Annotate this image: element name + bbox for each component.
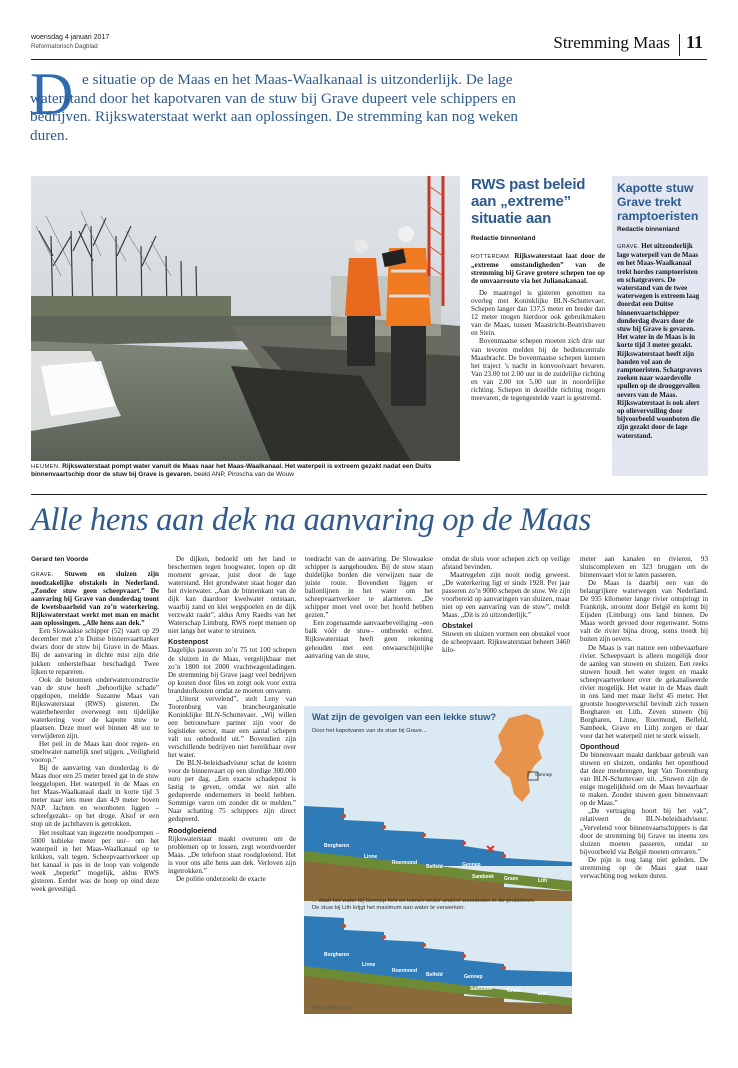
main-col-4 [442, 555, 570, 655]
main-paragraph: Stuwen en sluizen vormen een obstakel voor de scheepvaart. Rijkswaterstaat beheert 3460 kilo- [442, 630, 570, 655]
page-number: 11 [686, 32, 704, 52]
place-label: Lith [538, 878, 548, 884]
header-rule [31, 59, 707, 60]
main-paragraph: „Uiterst vervelend”, stelt Leny van Toorenburg van brancheorganisatie Koninklijke BLN-Schuttevaer. „Wij willen een betrouwbare partner zijn voor de logistieke sector, maar een aantal schepen valt nu onbedoeld uit.” Bovendien zijn verschillende bedrijven niet bereikbaar over het water. [168, 694, 296, 760]
header-divider [679, 34, 680, 56]
main-paragraph: Het peil in de Maas kan door regen- en smeltwater namelijk snel stijgen. „Veiligheid voorop.” [31, 739, 159, 765]
subhead-obstakel: Obstakel [442, 621, 473, 631]
section-title: Stremming Maas [553, 33, 670, 52]
issue-date: woensdag 4 januari 2017 [31, 34, 110, 41]
map-label: Gennep [535, 773, 553, 778]
place-label: Gennep [462, 862, 481, 868]
subhead-oponthoud: Oponthoud [580, 742, 620, 752]
main-paragraph: Bij de aanvaring van donderdag is de Maas door een 25 meter breed gat in de stuw leeggelopen. Het waterpeil in de Maas en het Maas-Waalkanaal daalt in korte tijd 3 meter naar iets meer dan 4,9 meter boven NAP. Jachten en woonboten liggen –scheefgezakt– op het droge. Alsof er een stop uit de jachthaven is getrokken. [31, 764, 159, 829]
main-col-1 [31, 555, 159, 893]
place-label: Roermond [392, 968, 417, 974]
infographic-drawing [304, 706, 572, 1014]
place-label: Linne [364, 854, 378, 860]
ramp-text: Het uitzonderlijk lage waterpeil van de Maas en het Maas-Waalkanaal trekt hordes ramptoeristen en schatgravers. De waterstand van de twee waterwegen is extreem laag doordat een Duitse binnenvaartschipper donderdag dwars door de stuw bij Grave is gevaren. Het water in de Maas is in korte tijd 3 meter gezakt. Rijkswaterstaat heeft zijn handen vol aan de ramptoeristen. Schatgravers zoeken naar waardevolle spullen op de drooggevallen oevers van de Maas. Rijkswaterstaat is ook alert op olievervuiling door bijvoorbeeld woonboten die zijn gezakt door de lage waterstand. [617, 242, 703, 440]
subhead-roodgloeiend: Roodgloeiend [168, 825, 217, 835]
main-col-3 [305, 555, 433, 660]
main-paragraph: De politie onderzoekt de exacte [176, 874, 266, 883]
ramp-place: GRAVE. [617, 244, 640, 250]
panel2-profile [304, 916, 572, 1014]
ramp-byline: Redactie binnenland [617, 226, 680, 233]
photo-caption [31, 463, 459, 480]
section-rule [31, 494, 707, 495]
rws-byline: Redactie binnenland [471, 235, 536, 242]
main-paragraph: „De vertraging hoort bij het vak”, relativeert de BLN-beleidsadviseur. „Vervelend voor binnenvaartschippers is dat door de stremming bij Grave nu ineens zes sluizen moeten passeren, omdat ze bijvoorbeeld via België moeten omvaren.” [580, 807, 708, 856]
main-paragraph: De dijken, bedoeld om het land te beschermen tegen hoogwater, lopen op dit moment gevaar, juist door de lage waterstand. Het grondwater staat hoger dan het rivierwater. „Aan de binnenkant van de dijk kan daardoor kwelwater ontstaan, waarbij zand en klei wegspoelen en de dijk verzwakt raakt”, aldus Arny Raedts van het Waterschap Limburg. RWS roept mensen op niet langs het water te struinen. [168, 555, 296, 636]
ramp-headline: Kapotte stuw Grave trekt ramptoeristen [617, 181, 699, 223]
ramp-body [617, 242, 705, 440]
panel1-caption: Door het kapotvaren van de stuw bij Grave... [312, 728, 427, 734]
caption-text: Rijkswaterstaat pompt water vanuit de Maas naar het Maas-Waalkanaal. Het waterpeil is extreem gezakt nadat een Duits binnenvaartschip door de stuw bij Grave is gevaren. [31, 463, 432, 479]
panel2-caption: ... daalt het water bij Gennep fors en komen onder andere woonboten in de problemen. De stuw bij Lith krijgt het maximum aan water te verwerken. [312, 898, 536, 911]
main-paragraph: Rijkswaterstaat maakt overuren om de problemen op te lossen, zegt woordvoerder Maas. „De telefoon staat roodgloeiend. Het is voor ons alle hens aan dek. Verloven zijn ingetrokken.” [168, 834, 296, 875]
place-label: Gennep [464, 974, 483, 980]
main-lead [31, 570, 159, 627]
main-paragraph: De Maas is van nature een onbevaarbare rivier. Scheepvaart is alleen mogelijk door de aanleg van stuwen en sluizen. Een reeks stuwen houdt het water tegen en maakt scheepvaartverkeer over de gekanaliseerde rivier mogelijk. Het water in de Maas daalt in ons land met maar liefst 45 meter. Het grootste hoogteverschil bevindt zich tussen Borgharen en Lith. Zeven stuwen (bij Borgharen, Linne, Roermond, Belfeld, Sambeek, Grave en Lith) zorgen er daar voor dat het waterpeil niet te sterk wisselt. [580, 643, 708, 741]
paper-name: Reformatorisch Dagblad [31, 43, 98, 50]
lead-photo [31, 176, 460, 461]
place-label: Grave [504, 876, 519, 882]
rws-lead-text: Rijkswaterstaat laat door de „extreme omstandigheden” van de stremming bij Grave grotere schepen toe op de omvaarroute via het Julianakanaal. [471, 252, 605, 286]
main-paragraph: Ook de betonnen onderwaterconstructie van de stuw heeft „behoorlijke schade” opgelopen, meldde Suzanne Maas van Rijkswaterstaat (RWS) gisteren. De waterbeheerder overweegt een tijdelijke waterkering voor de kapotte stuw te plaatsen. Deze moet wel binnen 48 uur te verwijderen zijn. [31, 675, 159, 740]
place-label: Belfeld [426, 864, 443, 870]
main-paragraph: De Maas is daarbij een van de belangrijkere waterwegen van Nederland. De 935 kilometer lange rivier ontspringt in Frankrijk, stroomt door België en komt bij Eijsden (Limburg) ons land binnen. De Maas wordt gevoed door regenwater. Soms valt de rivier bijna droog, soms treedt hij buiten zijn oevers. [580, 579, 708, 644]
main-paragraph: meter aan kanalen en rivieren, 93 sluiscomplexen en 323 bruggen om de binnenvaart vlot te laten passeren. [580, 555, 708, 580]
infographic-title: Wat zijn de gevolgen van een lekke stuw? [312, 712, 497, 722]
place-label: Grave [507, 988, 522, 994]
rws-place: ROTTERDAM. [471, 254, 511, 260]
main-paragraph: Het resultaat van ingezette noodpompen –5000 kubieke meter per uur– om het waterpeil in het Maas-Waalkanaal op te krikken, valt tegen. Scheepvaartverkeer op het kanaal is pas in de loop van volgende week „beperkt” mogelijk, aldus RWS gisteren. Eerder was de hoop op eind deze week gevestigd. [31, 828, 159, 893]
article-ramptoeristen [617, 181, 705, 440]
main-paragraph: Maatregelen zijn nooit nodig geweest. „De waterkering ligt er sinds 1928. Per jaar passeren zo’n 9000 schepen de stuw. We zijn voorbereid op aanvaringen van sluizen, maar niet op een aanvaring van de stuw”, meldt Maas. „Dit is zó uitzonderlijk.” [442, 571, 570, 620]
graphic-credit: ©RD, André Klever [312, 1005, 351, 1010]
caption-place: HEUMEN. [31, 464, 61, 470]
place-label: Lith [538, 991, 548, 997]
main-col-2 [168, 555, 296, 883]
place-label: Roermond [392, 860, 417, 866]
main-byline: Gerard ten Voorde [31, 556, 89, 563]
main-paragraph: De BLN-beleidsadviseur schat de kosten voor de binnenvaart op een slordige 300.000 euro per dag. „Een exacte schadepost is lastig te geven, omdat we niet alle gedupeerde ondernemers in beeld hebben. Sommige varen om zonder dit te melden.” Naar schatting 75 schippers zijn direct gedupeerd. [168, 759, 296, 824]
place-label: Linne [362, 962, 376, 968]
intro-text: e situatie op de Maas en het Maas-Waalkanaal is uitzonderlijk. De lage waterstand door het kapotvaren van de stuw bij Grave dupeert vele schippers en bedrijven. Rijkswaterstaat werkt aan oplossingen. De stremming kan nog weken duren. [30, 71, 518, 144]
main-paragraph: toedracht van de aanvaring. De Slowaakse schipper is aangehouden. Bij de stuw staan duidelijke borden die verwijzen naar de juiste route. Bovendien liggen er ballonlijnen in het water om het scheepvaartverkeer te alarmeren. „De schipper moet veel over het hoofd hebben gezien.” [305, 555, 433, 620]
place-label: Belfeld [426, 972, 443, 978]
place-label: Borgharen [324, 843, 350, 849]
drop-cap: D [30, 61, 74, 127]
main-paragraph: De pijn is nog lang niet geleden. De stremming op de Maas gaat naar verwachting nog weken duren. [580, 855, 708, 880]
caption-credit: beeld ANP, Piroscha van de Wouw [194, 471, 294, 479]
panel1-profile [304, 806, 572, 901]
main-paragraph: Een zogenaamde aanvaarbeveiliging –een balk vóór de stuw– ontbreekt echter. Rijkswaterstaat heeft geen rekening gehouden met een onwaarschijnlijke aanvaring van de stuw, [305, 619, 433, 660]
main-headline: Alle hens aan dek na aanvaring op de Maas [31, 502, 591, 538]
main-paragraph: De binnenvaart maakt dankbaar gebruik van stuwen en sluizen, ondanks het oponthoud dat deze meebrengen, legt Van Toorenburg van BLN-Schuttevaer uit. „Stuwen zijn de enige mogelijkheid om de Maas bevaarbaar te maken. Zonder stuwen geen binnenvaart op de Maas.” [580, 751, 708, 808]
subhead-kostenpost: Kostenpost [168, 637, 209, 647]
infographic [304, 706, 572, 1014]
place-label: Sambeek [470, 986, 492, 992]
main-col-5 [580, 555, 708, 880]
main-lead-text: Stuwen en sluizen zijn noodzakelijke obstakels in Nederland. „Zonder stuw geen scheepvaart.” De aanvaring bij Grave van donderdag toont de kwetsbaarheid van zo’n waterkering. Rijkswaterstaat werkt met man en macht aan oplossingen. „Alle hens aan dek.” [31, 570, 160, 628]
main-place: GRAVE. [31, 572, 54, 578]
place-label: Borgharen [324, 952, 350, 958]
article-rws [471, 176, 605, 402]
main-paragraph: Dagelijks passeren zo’n 75 tot 100 schepen de sluizen in de Maas, vergelijkbaar met zo’n 1800 tot 2000 vrachtwagenladingen. De stremming bij Grave jaagt veel bedrijven op kosten door files en zorgt ook voor extra brandstofkosten omdat ze moeten omvaren. [168, 646, 296, 695]
main-paragraph: omdat de sluis voor schepen zich op veilige afstand bevinden. [442, 555, 570, 572]
rws-lead [471, 252, 605, 285]
main-paragraph: Een Slowaakse schipper (52) vaart op 29 december met z’n Duitse binnenvaarttanker dwars door de stuw bij Grave in de Maas. Bij de aanvaring in dichte mist zijn drie jukken onherstelbaar beschadigd. Twee lijken te repareren. [31, 627, 159, 676]
rws-paragraph: De maatregel is gisteren genomen na overleg met Koninklijke BLN-Schuttevaer. Schepen langer dan 137,5 meter en breder dan 12 meter mogen hierdoor ook gebruikmaken van de Maas, tussen Maastricht-Beatrixhaven en Stein. [471, 289, 605, 338]
rws-paragraph: Bovenmaatse schepen moeten zich drie uur van tevoren melden bij de bediencentrale Maasbracht. De bovenmaatse schepen kunnen het traject ’s nacht in konvooivaart bevaren. Van 23.00 tot 2.00 uur in de zuidelijke richting en van 2.00 tot 5.00 uur in noordelijke richting. Schepen in dezelfde richting mogen meevaren, de tegengestelde vaart is gestremd. [471, 337, 605, 402]
place-label: Sambeek [472, 874, 494, 880]
netherlands-map [494, 714, 544, 802]
rws-headline: RWS past beleid aan „extreme” situatie aan [471, 176, 586, 227]
